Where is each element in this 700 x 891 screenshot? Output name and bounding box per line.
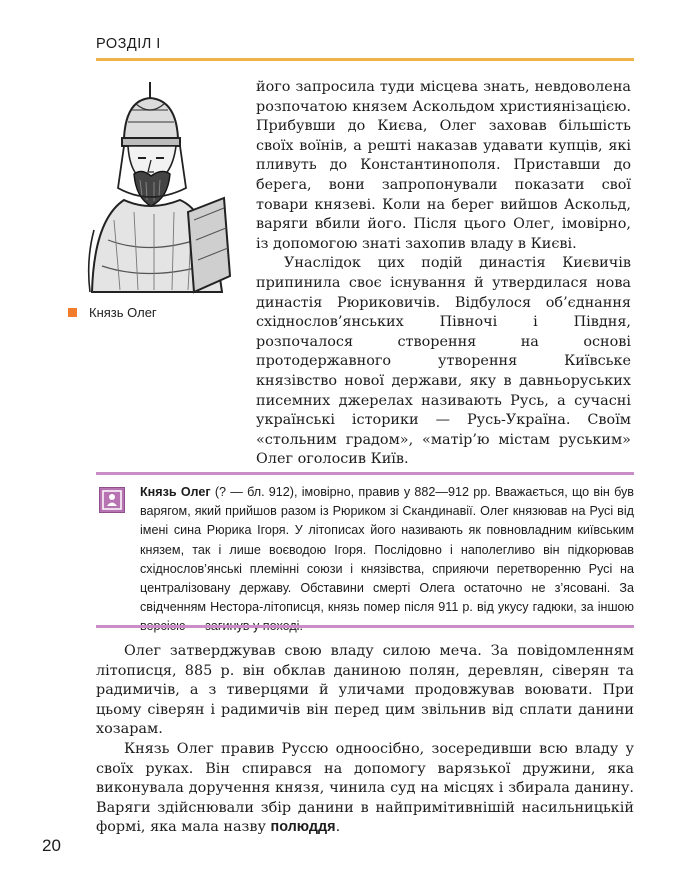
bio-paragraph — [140, 483, 634, 637]
prince-oleg-portrait — [84, 80, 234, 295]
paragraph — [96, 740, 634, 838]
main-text-bottom — [96, 642, 634, 838]
section-title: РОЗДІЛ І — [96, 36, 161, 52]
page-number: 20 — [42, 836, 61, 855]
paragraph: Унаслідок цих подій династія Києвичів припинила своє існування й утвердилася нова династія Рюриковичів. Відбулося об’єднання східнослов’янських Півночі і Півдня, розпочалося створення на основі протодержавного утворення Київське князівство нової держави, яку в давньоруських писемних джерелах називають Русь, а сучасні українські історики — Русь-Україна. Своїм «стольним градом», «матір’ю містам руським» Олег оголосив Київ. — [256, 255, 631, 468]
header-rule — [96, 58, 634, 61]
figure-caption — [68, 305, 157, 320]
paragraph: його запросила туди місцева знать, невдоволена розпочатою князем Аскольдом християнізацією. Прибувши до Києва, Олег заховав більшість своїх воїнів, а решті наказав удавати купців, які пливуть до Константинополя. Приставши до берега, вони запропонували показати свої товари князеві. Коли на берег вийшов Аскольд, варяги вбили його. Після цього Олег, імовірно, із допомогою знаті захопив владу в Києві. — [256, 79, 631, 252]
bio-box — [140, 483, 634, 637]
bio-name: Князь Олег — [140, 485, 211, 499]
paragraph: Олег затверджував свою владу силою меча. За повідомленням літописця, 885 р. він обклав даниною полян, деревлян, сіверян та радимичів, а з тиверцями й уличами продовжував воювати. При цьому сіверян і радимичів він перед цим звільнив від сплати данини хозарам. — [96, 643, 634, 738]
caption-marker — [68, 308, 77, 317]
bio-text: (? — бл. 912), імовірно, правив у 882—912 рр. Вважається, що він був варягом, який прийшов разом із Рюриком зі Скандинавії. Олег князював на Русі від імені сина Рюрика Ігоря. У літописах його називають як повновладним київським князем, так і лише воєводою Ігоря. Послідовно і наполегливо він підкорював східнослов’янські племінні союзи і князівства, сприяючи перетворенню Русі на централізовану державу. Обставини смерті Олега остаточно не з’ясовані. За свідченням Нестора-літописця, князь помер після 911 р. від укусу гадюки, за іншою — [140, 485, 634, 615]
paragraph-end: . — [335, 819, 341, 836]
bio-box-bottom-rule — [96, 625, 634, 628]
term-poliuddia: полюддя — [270, 819, 336, 836]
main-text-top — [256, 78, 631, 470]
bio-box-top-rule — [96, 472, 634, 475]
person-info-icon — [99, 487, 125, 513]
paragraph-text: Князь Олег правив Руссю одноосібно, зосередивши всю владу у своїх руках. Він спирався на допомогу варязької дружини, яка виконувала доручення князя, чинила суд на місцях і збирала данину. Варяги здійснювали збір данини в найпримітивнішій насильницькій формі, яка мала назву — [96, 740, 634, 836]
caption-text: Князь Олег — [89, 305, 157, 320]
